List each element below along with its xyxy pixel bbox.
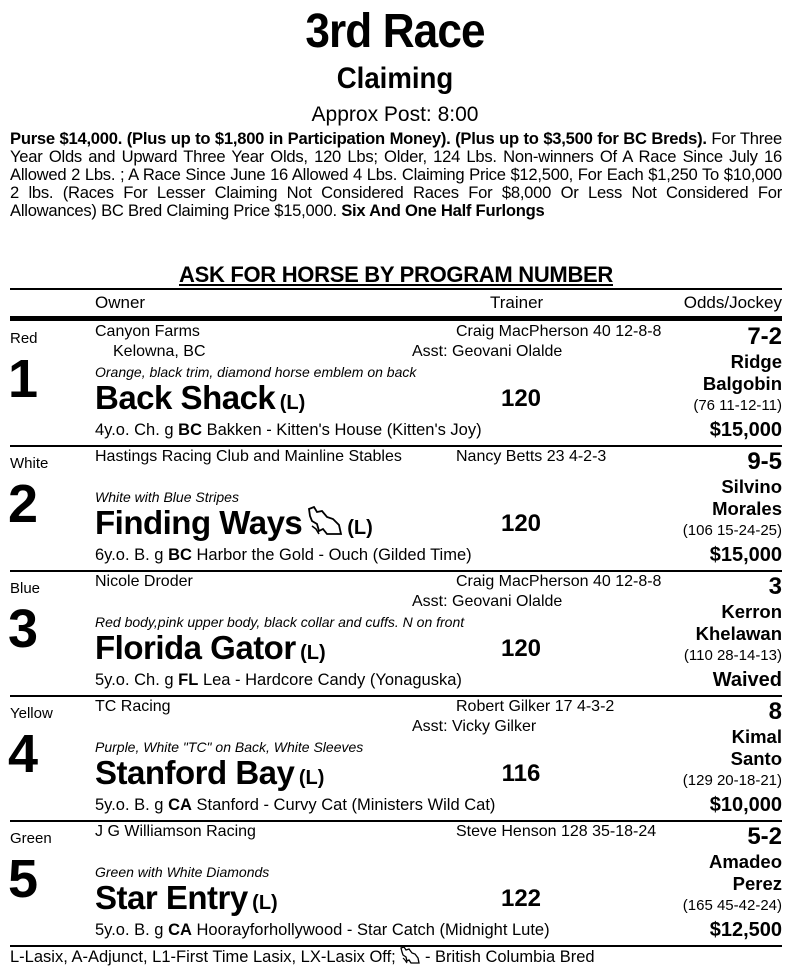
saddle-color: Yellow bbox=[10, 705, 53, 722]
pedigree: Lea - Hardcore Candy (Yonaguska) bbox=[202, 671, 462, 689]
age-sex: 5y.o. B. g bbox=[95, 921, 164, 939]
row-divider bbox=[10, 570, 782, 572]
trainer: Nancy Betts 23 4-2-3 bbox=[456, 448, 607, 465]
morning-line-odds: 8 bbox=[768, 698, 782, 725]
bred-state: BC bbox=[168, 546, 192, 564]
asst-label: Asst: bbox=[412, 593, 448, 610]
bred-state: FL bbox=[178, 671, 199, 689]
morning-line-odds: 3 bbox=[768, 573, 782, 600]
owner: Nicole Droder bbox=[95, 573, 193, 590]
jockey-record: (165 45-42-24) bbox=[682, 897, 782, 914]
trainer: Craig MacPherson 40 12-8-8 bbox=[456, 573, 662, 590]
asst-label: Asst: bbox=[412, 343, 448, 360]
breeding bbox=[95, 796, 495, 815]
pedigree: Harbor the Gold - Ouch (Gilded Time) bbox=[196, 546, 472, 564]
bred-state: CA bbox=[168, 796, 192, 814]
claiming-price: $12,500 bbox=[709, 919, 782, 941]
jockey-record: (129 20-18-21) bbox=[682, 772, 782, 789]
lasix-flag: (L) bbox=[298, 767, 325, 789]
horse-name: Stanford Bay bbox=[95, 754, 295, 791]
weight: 116 bbox=[501, 760, 541, 787]
jockey-first: Silvino bbox=[721, 476, 782, 497]
saddle-color: Green bbox=[10, 830, 52, 847]
horse-name: Finding Ways bbox=[95, 504, 303, 541]
saddle-color: White bbox=[10, 455, 49, 472]
jockey-first: Ridge bbox=[730, 351, 782, 372]
age-sex: 5y.o. Ch. g bbox=[95, 671, 174, 689]
purse: Purse $14,000. (Plus up to $1,800 in Participation Money). (Plus up to $3,500 for BC Breds). bbox=[10, 129, 707, 148]
claiming-price: $10,000 bbox=[709, 794, 782, 816]
program-number: 2 bbox=[8, 474, 39, 534]
distance: Six And One Half Furlongs bbox=[341, 201, 545, 220]
race-conditions bbox=[10, 130, 782, 220]
trainer: Robert Gilker 17 4-3-2 bbox=[456, 698, 615, 715]
jockey-record: (110 28-14-13) bbox=[683, 647, 782, 664]
race-type: Claiming bbox=[336, 62, 454, 95]
weight: 122 bbox=[500, 885, 542, 912]
morning-line-odds: 9-5 bbox=[747, 448, 782, 475]
horse-name: Back Shack bbox=[95, 379, 276, 416]
jockey-first: Amadeo bbox=[709, 851, 782, 872]
pedigree: Hoorayforhollywood - Star Catch (Midnight Lute) bbox=[196, 921, 550, 939]
header-odds-jockey: Odds/Jockey bbox=[683, 293, 782, 312]
bred-state: BC bbox=[178, 421, 203, 439]
assistant-trainer bbox=[412, 593, 562, 611]
banner-rule bbox=[10, 288, 782, 290]
ask-banner: ASK FOR HORSE BY PROGRAM NUMBER bbox=[179, 262, 613, 287]
jockey-record: (76 11-12-11) bbox=[693, 397, 782, 414]
breeding bbox=[95, 546, 472, 565]
owner: J G Williamson Racing bbox=[95, 823, 256, 840]
lasix-flag: (L) bbox=[347, 517, 373, 539]
morning-line-odds: 5-2 bbox=[747, 823, 782, 850]
post-time: Approx Post: 8:00 bbox=[311, 103, 479, 126]
claiming-price: Waived bbox=[712, 669, 782, 691]
trainer: Steve Henson 128 35-18-24 bbox=[456, 823, 657, 840]
owner: TC Racing bbox=[95, 698, 171, 715]
bc-province-icon bbox=[400, 946, 420, 969]
horse-name-line bbox=[95, 629, 326, 667]
claiming-price: $15,000 bbox=[709, 419, 782, 441]
asst-name: Vicky Gilker bbox=[452, 718, 537, 735]
silks-description: Red body,pink upper body, black collar and cuffs. N on front bbox=[95, 614, 465, 630]
jockey-last: Balgobin bbox=[702, 373, 782, 394]
conditions-text: For Three Year Olds and Upward Three Year Olds, 120 Lbs; Older, 124 Lbs. Non-winners Of A Race Since July 16 Allowed 2 Lbs. ; A Race Since June 16 Allowed 4 Lbs. Claiming Price $12,500, For Each $1,250 To $10,000 2 lbs. (Races For Lesser Claiming Not Considered Races For $8,000 Or Less Not Considered For Allowances) BC Bred Claiming Price $15,000. bbox=[10, 129, 782, 220]
assistant-trainer bbox=[412, 718, 536, 736]
row-divider bbox=[10, 820, 782, 822]
trainer: Craig MacPherson 40 12-8-8 bbox=[456, 323, 662, 340]
age-sex: 4y.o. Ch. g bbox=[95, 421, 174, 439]
silks-description: Green with White Diamonds bbox=[95, 864, 270, 880]
jockey-first: Kerron bbox=[721, 601, 782, 622]
pedigree: Bakken - Kitten's House (Kitten's Joy) bbox=[206, 421, 482, 439]
legend-suffix: - British Columbia Bred bbox=[424, 947, 595, 966]
jockey-last: Khelawan bbox=[695, 623, 782, 644]
silks-description: Purple, White "TC" on Back, White Sleeves bbox=[95, 739, 364, 755]
bred-state: CA bbox=[168, 921, 192, 939]
saddle-color: Blue bbox=[10, 580, 41, 597]
lasix-flag: (L) bbox=[252, 892, 278, 914]
horse-name-line bbox=[95, 504, 373, 542]
program-number: 1 bbox=[8, 349, 39, 409]
lasix-flag: (L) bbox=[279, 392, 306, 414]
lasix-flag: (L) bbox=[300, 642, 326, 664]
jockey-last: Morales bbox=[712, 498, 782, 519]
silks-description: Orange, black trim, diamond horse emblem on back bbox=[95, 364, 417, 380]
jockey-first: Kimal bbox=[731, 726, 782, 747]
asst-label: Asst: bbox=[412, 718, 448, 735]
legend-text: L-Lasix, A-Adjunct, L1-First Time Lasix, LX-Lasix Off; bbox=[10, 947, 396, 966]
asst-name: Geovani Olalde bbox=[452, 343, 563, 360]
breeding bbox=[95, 421, 482, 440]
age-sex: 5y.o. B. g bbox=[95, 796, 164, 814]
silks-description: White with Blue Stripes bbox=[95, 489, 239, 505]
horse-name: Star Entry bbox=[95, 879, 248, 916]
header-rule bbox=[10, 316, 782, 321]
legend bbox=[10, 946, 595, 969]
horse-name-line bbox=[95, 879, 278, 917]
header-trainer: Trainer bbox=[490, 293, 544, 312]
saddle-color: Red bbox=[10, 330, 38, 347]
claiming-price: $15,000 bbox=[709, 544, 782, 566]
bc-bred-icon bbox=[307, 506, 343, 541]
assistant-trainer bbox=[412, 343, 562, 361]
program-number: 5 bbox=[8, 849, 39, 909]
asst-name: Geovani Olalde bbox=[452, 593, 563, 610]
horse-name-line bbox=[95, 379, 305, 417]
weight: 120 bbox=[500, 385, 542, 412]
program-number: 3 bbox=[8, 599, 39, 659]
owner: Canyon Farms bbox=[95, 323, 200, 340]
age-sex: 6y.o. B. g bbox=[95, 546, 164, 564]
row-divider bbox=[10, 445, 782, 447]
morning-line-odds: 7-2 bbox=[747, 323, 782, 350]
owner-location: Kelowna, BC bbox=[113, 343, 206, 360]
program-number: 4 bbox=[8, 724, 39, 784]
header-owner: Owner bbox=[95, 293, 146, 312]
jockey-record: (106 15-24-25) bbox=[682, 522, 782, 539]
pedigree: Stanford - Curvy Cat (Ministers Wild Cat) bbox=[196, 796, 496, 814]
owner: Hastings Racing Club and Mainline Stables bbox=[95, 448, 402, 465]
weight: 120 bbox=[500, 510, 542, 537]
jockey-last: Perez bbox=[732, 873, 782, 894]
row-divider bbox=[10, 695, 782, 697]
horse-name: Florida Gator bbox=[95, 629, 296, 666]
weight: 120 bbox=[500, 635, 542, 662]
breeding bbox=[95, 921, 550, 940]
jockey-last: Santo bbox=[730, 748, 782, 769]
breeding bbox=[95, 671, 462, 690]
horse-name-line bbox=[95, 754, 324, 792]
race-title: 3rd Race bbox=[305, 5, 485, 58]
